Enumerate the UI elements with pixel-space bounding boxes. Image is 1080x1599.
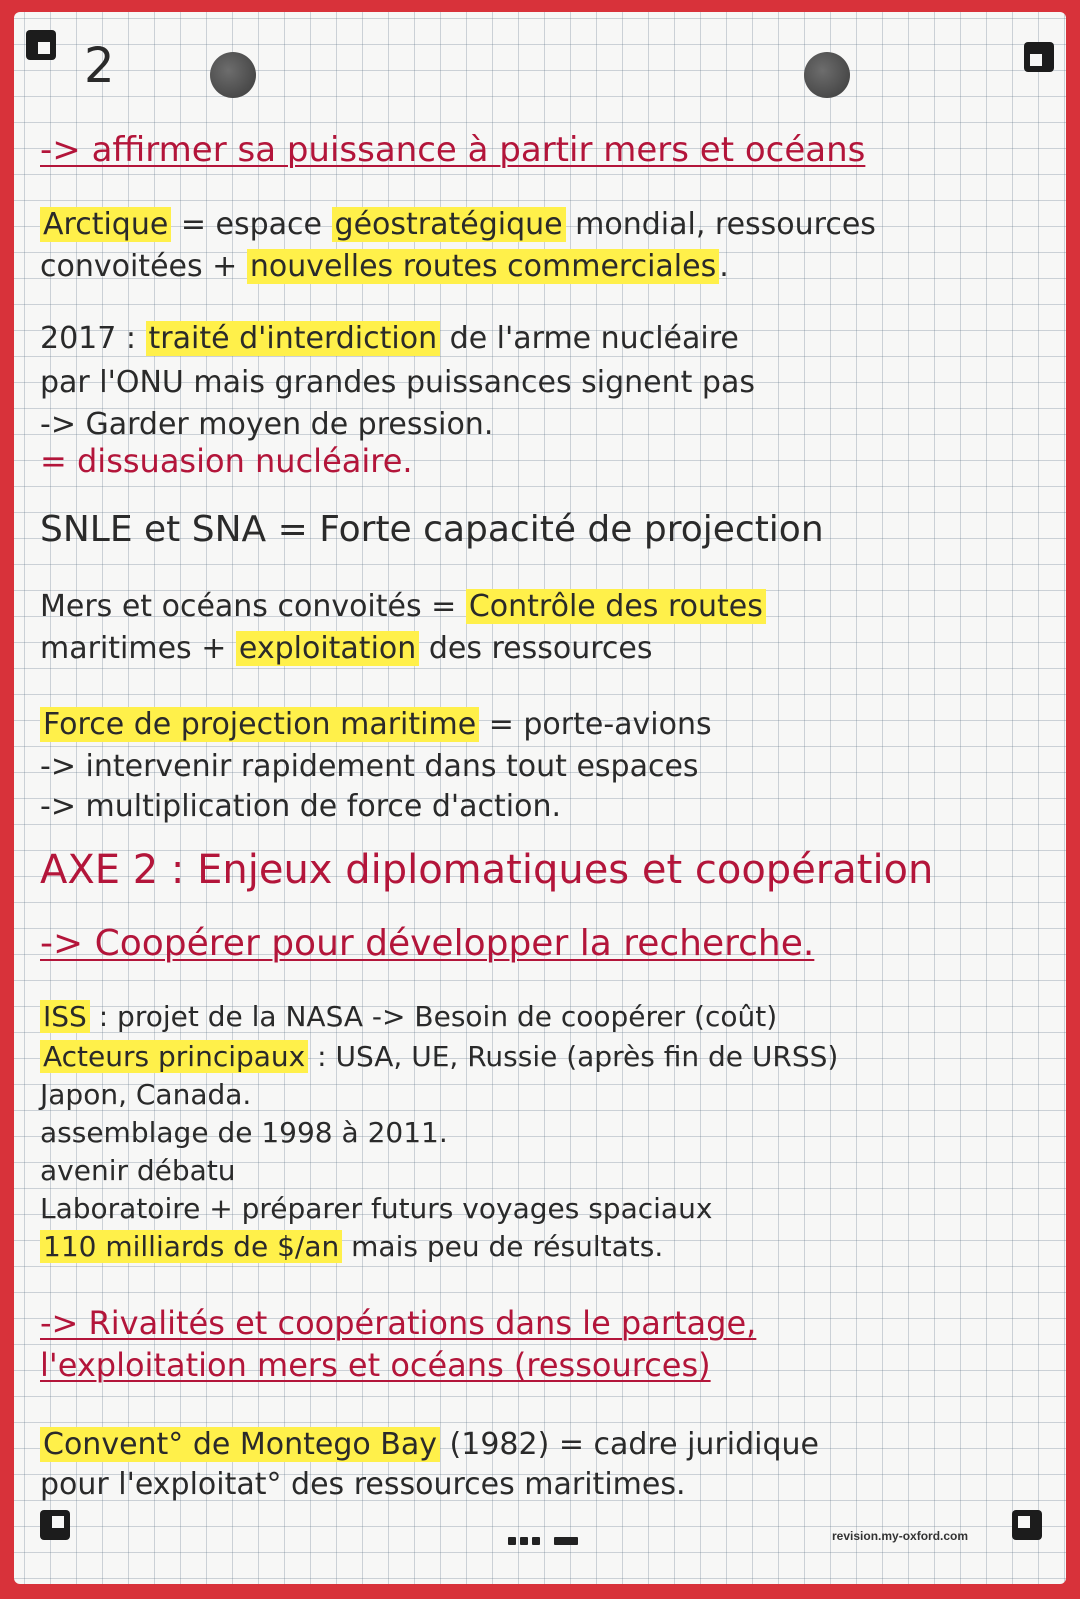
punch-hole <box>210 52 256 98</box>
text-line: Force de projection maritime = porte-avions <box>40 708 712 741</box>
text-line: pour l'exploitat° des ressources maritimes. <box>40 1467 686 1502</box>
text-line: ISS : projet de la NASA -> Besoin de coopérer (coût) <box>40 1002 777 1033</box>
text-line: Mers et océans convoités = Contrôle des routes <box>40 590 766 623</box>
text-line: = dissuasion nucléaire. <box>40 442 413 480</box>
text-line: Laboratoire + préparer futurs voyages spaciaux <box>40 1192 713 1225</box>
text-line: Arctique = espace géostratégique mondial, ressources <box>40 208 876 241</box>
footer-site: revision.my-oxford.com <box>832 1529 969 1543</box>
corner-marker-icon <box>1012 1510 1042 1540</box>
subheading-line: -> Rivalités et coopérations dans le partage, <box>40 1304 757 1342</box>
subheading-line: -> Coopérer pour développer la recherche. <box>40 923 815 964</box>
text-line: Acteurs principaux : USA, UE, Russie (après fin de URSS) <box>40 1042 838 1073</box>
text-line: maritimes + exploitation des ressources <box>40 631 653 666</box>
section-heading: AXE 2 : Enjeux diplomatiques et coopération <box>40 847 934 893</box>
corner-marker-icon <box>1024 42 1054 72</box>
text-line: Convent° de Montego Bay (1982) = cadre juridique <box>40 1428 819 1461</box>
text-line: 2017 : traité d'interdiction de l'arme nucléaire <box>40 321 739 356</box>
subheading-line: l'exploitation mers et océans (ressources) <box>40 1346 711 1384</box>
page-number: 2 <box>84 38 115 94</box>
text-line: -> intervenir rapidement dans tout espaces <box>40 749 699 784</box>
text-line: par l'ONU mais grandes puissances signent pas <box>40 365 755 400</box>
progress-dots-icon <box>508 1537 588 1545</box>
heading-line: -> affirmer sa puissance à partir mers et océans <box>40 130 866 170</box>
text-line: SNLE et SNA = Forte capacité de projection <box>40 509 824 550</box>
text-line: -> multiplication de force d'action. <box>40 789 562 824</box>
text-line: convoitées + nouvelles routes commerciales . <box>40 249 729 284</box>
corner-marker-icon <box>40 1510 70 1540</box>
text-line: assemblage de 1998 à 2011. <box>40 1116 448 1149</box>
text-line: Japon, Canada. <box>40 1078 252 1111</box>
text-line: avenir débatu <box>40 1154 236 1187</box>
punch-hole <box>804 52 850 98</box>
flashcard <box>14 12 1066 1584</box>
corner-marker-icon <box>26 30 56 60</box>
text-line: 110 milliards de $/an mais peu de résultats. <box>40 1232 663 1263</box>
text-line: -> Garder moyen de pression. <box>40 407 494 442</box>
